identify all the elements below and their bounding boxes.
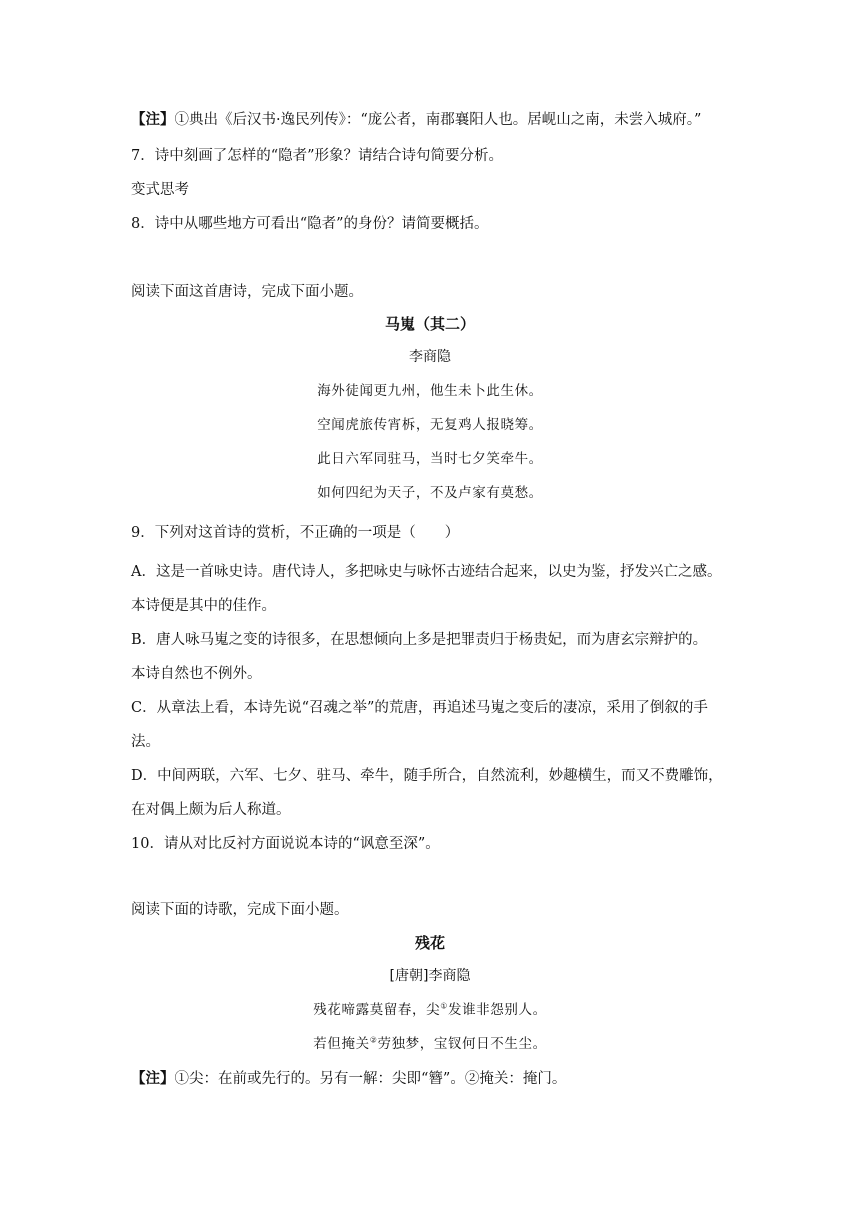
poem-canhua-line-1 — [0, 1000, 860, 1020]
option-b-line1: B．唐人咏马嵬之变的诗很多，在思想倾向上多是把罪责归于杨贵妃，而为唐玄宗辩护的。 — [131, 632, 708, 648]
option-d-line1: D．中间两联，六军、七夕、驻马、牵牛，随手所合，自然流利，妙趣横生，而又不费雕饰， — [131, 768, 723, 784]
poem-canhua-line-2 — [0, 1034, 860, 1054]
note-tag: 【注】 — [131, 111, 175, 128]
option-d-line2: 在对偶上颇为后人称道。 — [131, 802, 291, 818]
option-c-line1: C．从章法上看，本诗先说“召魂之举”的荒唐，再追述马嵬之变后的凄凉，采用了倒叙的手 — [131, 700, 708, 716]
poem-title-mawei: 马嵬（其二） — [384, 315, 475, 333]
poem-line-3: 此日六军同驻马，当时七夕笑牵牛。 — [317, 451, 543, 467]
canhua-footnote — [131, 1069, 566, 1089]
footnote-marker-2: ② — [369, 1035, 378, 1045]
verse-text: 发谁非怨别人。 — [447, 1002, 547, 1018]
verse-text: 若但掩关 — [313, 1036, 370, 1052]
option-c-line2: 法。 — [131, 734, 160, 750]
option-b-line2: 本诗自然也不例外。 — [131, 666, 262, 682]
question-9: 9．下列对这首诗的赏析，不正确的一项是（ ） — [131, 525, 460, 541]
verse-text: 残花啼露莫留春，尖 — [313, 1002, 441, 1018]
section3-instruction: 阅读下面的诗歌，完成下面小题。 — [131, 902, 349, 918]
poem-title-canhua: 残花 — [414, 934, 445, 952]
question-7: 7．诗中刻画了怎样的“隐者”形象？请结合诗句简要分析。 — [131, 148, 504, 164]
poem-author-mawei: 李商隐 — [409, 349, 451, 365]
poem-author-canhua: [唐朝]李商隐 — [389, 968, 471, 984]
option-a-line1: A．这是一首咏史诗。唐代诗人，多把咏史与咏怀古迹结合起来，以史为鉴，抒发兴亡之感。 — [131, 564, 722, 580]
note-text: ①尖：在前或先行的。另有一解：尖即“簪”。②掩关：掩门。 — [174, 1071, 567, 1087]
variant-heading: 变式思考 — [131, 182, 189, 198]
note-text: ①典出《后汉书·逸民列传》：“庞公者，南郡襄阳人也。居岘山之南，未尝入城府。” — [174, 112, 702, 128]
top-footnote — [131, 110, 701, 130]
poem-line-2: 空闻虎旅传宵柝，无复鸡人报晓筹。 — [317, 417, 543, 433]
question-10: 10．请从对比反衬方面说说本诗的“讽意至深”。 — [131, 836, 440, 852]
question-8: 8．诗中从哪些地方可看出“隐者”的身份？请简要概括。 — [131, 216, 489, 232]
poem-line-4: 如何四纪为天子，不及卢家有莫愁。 — [317, 485, 543, 501]
verse-text: 劳独梦，宝钗何日不生尘。 — [377, 1036, 547, 1052]
section2-instruction: 阅读下面这首唐诗，完成下面小题。 — [131, 284, 363, 300]
note-tag: 【注】 — [131, 1070, 175, 1087]
footnote-marker-1: ① — [440, 1001, 448, 1011]
poem-line-1: 海外徒闻更九州，他生未卜此生休。 — [317, 383, 543, 399]
option-a-line2: 本诗便是其中的佳作。 — [131, 598, 276, 614]
